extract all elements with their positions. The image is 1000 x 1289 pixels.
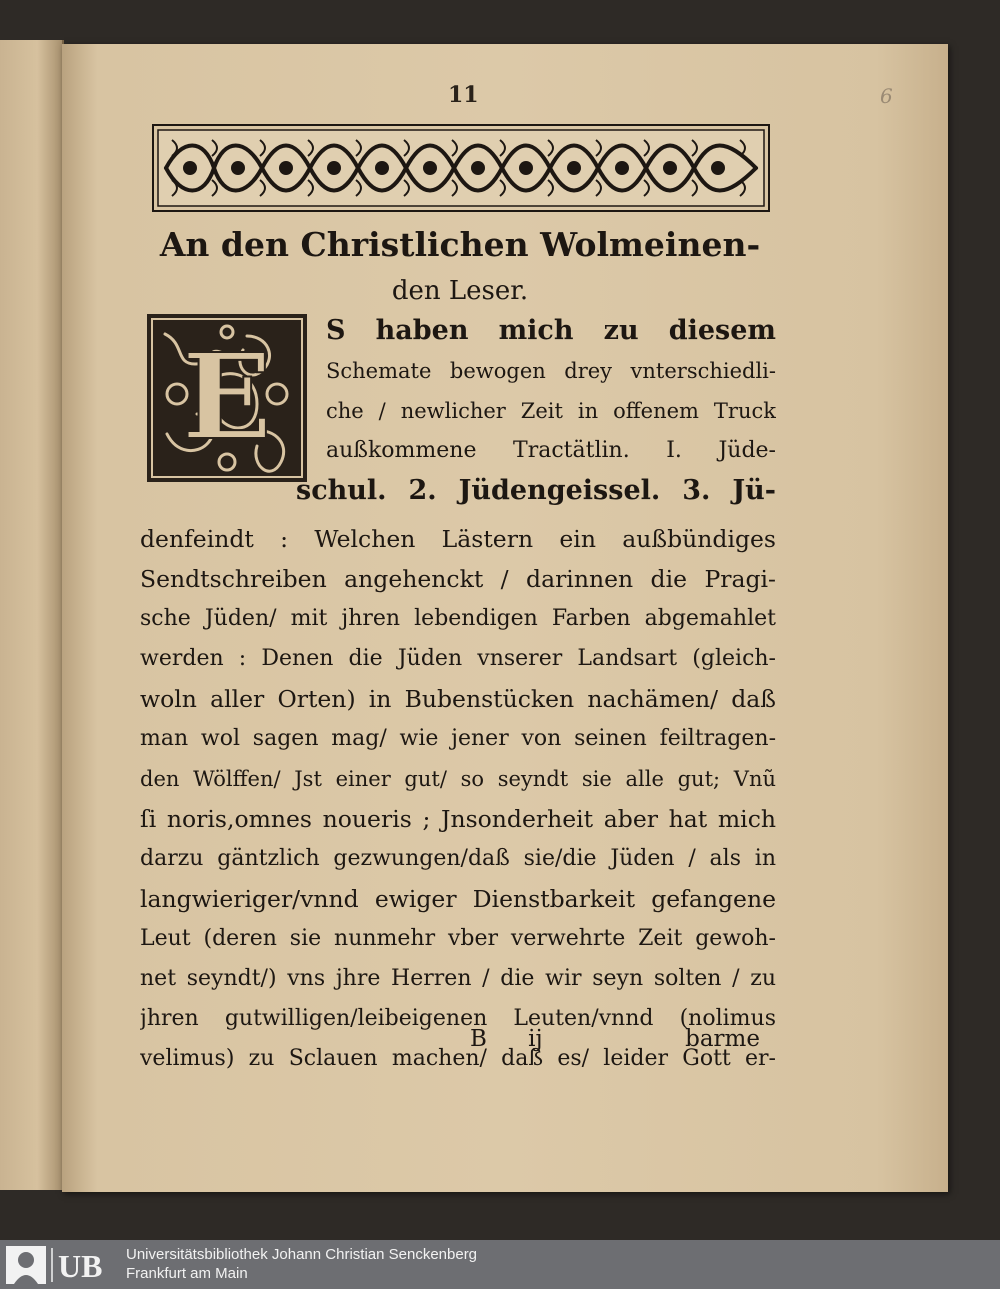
catchword-line <box>470 1026 760 1060</box>
page-heading <box>150 222 770 314</box>
ub-logo <box>6 1246 120 1284</box>
text-line: velimus) zu Sclauen machen/ daß es/ leider Gott er- <box>140 1046 776 1071</box>
catchword: barme <box>685 1026 760 1052</box>
corner-pencil-mark: 6 <box>880 84 893 108</box>
heading-line-1: An den Christlichen Wolmeinen- <box>159 225 761 264</box>
text-line: schul. 2. Jüdengeissel. 3. Jü- <box>296 475 776 506</box>
text-line: außkommene Tractätlin. I. Jüde- <box>326 438 776 463</box>
signature-letter: B <box>470 1026 487 1052</box>
text-line: sche Jüden/ mit jhren lebendigen Farben abgemahlet <box>140 606 776 631</box>
text-line: denfeindt : Welchen Lästern ein außbündiges <box>140 525 776 553</box>
signature-number: ij <box>528 1026 543 1052</box>
text-line: net seyndt/) vns jhre Herren / die wir seyn solten / zu <box>140 966 776 991</box>
heading-line-2: den Leser. <box>391 276 529 306</box>
ornamental-headpiece <box>152 124 770 212</box>
text-line: man wol sagen mag/ wie jener von seinen feiltragen- <box>140 726 776 751</box>
library-name: Universitätsbibliothek Johann Christian Senckenberg <box>126 1246 478 1263</box>
text-line: Sendtschreiben angehenckt / darinnen die Pragi- <box>140 565 776 593</box>
text-line: woln aller Orten) in Bubenstücken nachämen/ daß <box>140 685 776 713</box>
text-line: langwieriger/vnnd ewiger Dienstbarkeit gefangene <box>140 885 776 913</box>
text-line: S haben mich zu diesem <box>326 315 776 346</box>
text-line: Leut (deren sie nunmehr vber verwehrte Zeit gewoh- <box>140 926 776 951</box>
logo-text: UB <box>58 1248 103 1284</box>
page-number: 11 <box>448 82 479 108</box>
text-line: che / newlicher Zeit in offenem Truck <box>326 399 776 423</box>
text-line: den Wölffen/ Jst einer gut/ so seyndt sie alle gut; Vnũ <box>140 767 776 791</box>
left-page-edge <box>0 40 64 1190</box>
text-line: jhren gutwilligen/leibeigenen Leuten/vnnd (nolimus <box>140 1006 776 1031</box>
text-line: ſi noris,omnes noueris ; Jnsonderheit aber hat mich <box>140 805 776 833</box>
text-line: werden : Denen die Jüden vnserer Landsart (gleich- <box>140 646 776 671</box>
decorated-initial-letter <box>147 314 307 482</box>
library-footer-bar <box>0 1240 1000 1289</box>
library-location: Frankfurt am Main <box>126 1265 248 1282</box>
text-line: darzu gäntzlich gezwungen/daß sie/die Jüden / als in <box>140 846 776 871</box>
text-line: Schemate bewogen drey vnterschiedli- <box>326 359 776 383</box>
initial-letter-glyph: E <box>182 327 272 466</box>
